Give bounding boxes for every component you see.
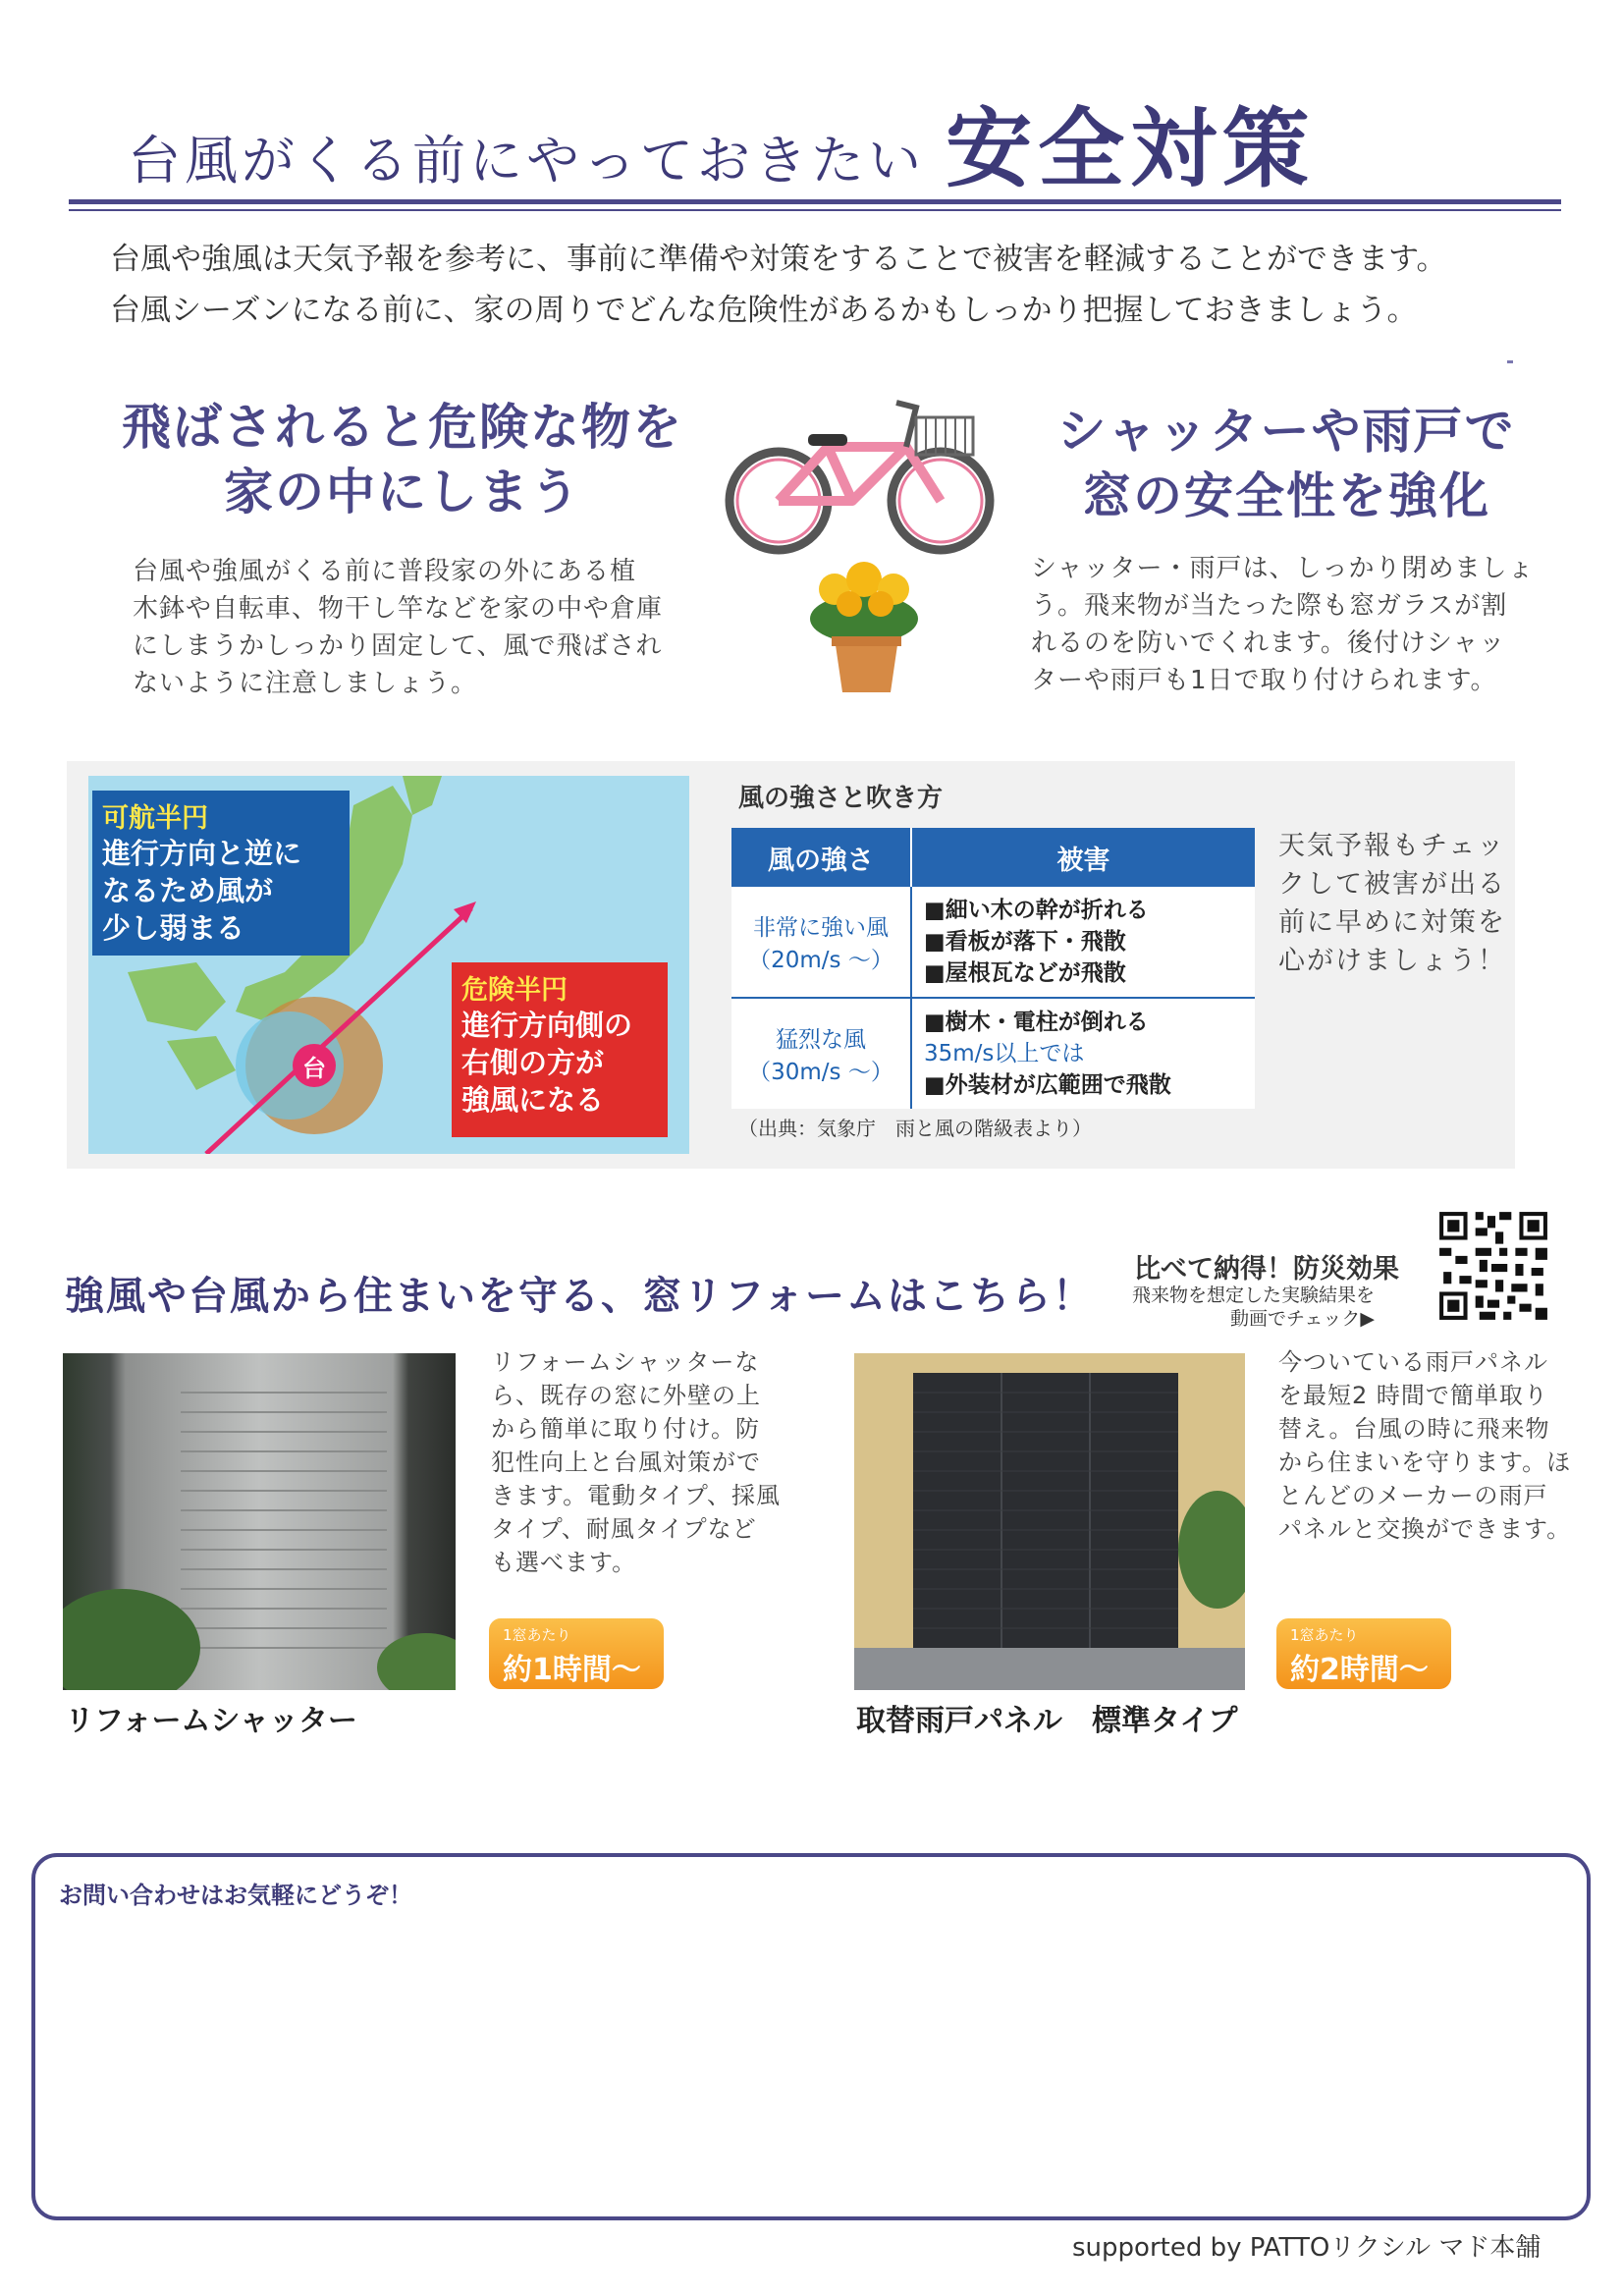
qr-sub-line: 飛来物を想定した実験結果を	[1132, 1285, 1376, 1306]
text-line: ないように注意しましょう。	[133, 669, 478, 698]
advice-line: 心がけましょう！	[1278, 946, 1506, 976]
label-heading: 危険半円	[461, 975, 568, 1006]
text-line: タイプ、耐風タイプなど	[491, 1515, 757, 1543]
text-line: 木鉢や自転車、物干し竿などを家の中や倉庫	[133, 594, 664, 624]
text-line: 今ついている雨戸パネル	[1278, 1348, 1548, 1376]
qr-code-icon[interactable]	[1435, 1208, 1551, 1324]
damage-line: ■看板が落下・飛散	[924, 929, 1126, 955]
damage-cell	[911, 887, 1255, 998]
text-line: 替え。台風の時に飛来物	[1278, 1415, 1550, 1443]
section-left-text	[133, 553, 663, 702]
footer-credit: supported by PATTOリクシル マド本舗	[1072, 2233, 1542, 2263]
title-part2: 安全対策	[946, 98, 1316, 199]
text-line: とんどのメーカーの雨戸	[1278, 1482, 1548, 1509]
strength-speed: （20m/s ～）	[748, 948, 893, 973]
text-line: リフォームシャッターな	[491, 1348, 760, 1376]
title-rule-thin	[69, 209, 1561, 211]
damage-line: ■屋根瓦などが飛散	[924, 960, 1126, 986]
typhoon-mark: 台	[302, 1055, 326, 1082]
qr-sub	[1132, 1284, 1375, 1331]
header-damage: 被害	[911, 828, 1255, 887]
label-line: 右側の方が	[461, 1046, 605, 1079]
label-line: 強風になる	[461, 1083, 605, 1117]
label-line: 少し弱まる	[102, 911, 245, 945]
intro-text	[110, 234, 1447, 336]
text-line: 犯性向上と台風対策がで	[491, 1449, 761, 1476]
decor-dot	[1507, 360, 1513, 363]
advice-line: クして被害が出る	[1278, 869, 1506, 900]
strength-name: 非常に強い風	[753, 915, 889, 941]
label-heading: 可航半円	[102, 803, 208, 834]
title-part1: 台風がくる前にやっておきたい	[128, 130, 925, 191]
rain-door-panel-photo	[854, 1353, 1245, 1690]
text-line: から住まいを守ります。ほ	[1278, 1449, 1572, 1476]
table-row	[731, 998, 1255, 1109]
page-title	[128, 81, 1315, 204]
section-right-text	[1031, 550, 1534, 699]
bicycle-illustration	[725, 393, 1000, 570]
strength-cell	[731, 998, 911, 1109]
reform-shutter-text	[491, 1345, 781, 1579]
damage-line: 35m/s以上では	[924, 1041, 1085, 1066]
strength-speed: （30m/s ～）	[748, 1060, 893, 1085]
damage-line: ■樹木・電柱が倒れる	[924, 1010, 1149, 1035]
table-row	[731, 887, 1255, 998]
strength-cell	[731, 887, 911, 998]
flower-pot-illustration	[800, 560, 933, 697]
text-line: きます。電動タイプ、採風	[491, 1482, 781, 1509]
intro-line: 台風シーズンになる前に、家の周りでどんな危険性があるかもしっかり把握しておきましょう。	[110, 293, 1418, 328]
title-rule	[69, 199, 1561, 204]
text-line: ら、既存の窓に外壁の上	[491, 1382, 761, 1409]
rain-door-photo-image	[854, 1353, 1245, 1690]
wind-table-title: 風の強さと吹き方	[738, 784, 944, 813]
text-line: う。飛来物が当たった際も窓ガラスが割	[1031, 591, 1508, 621]
badge-small: 1窓あたり	[503, 1626, 571, 1644]
contact-label: お問い合わせはお気軽にどうぞ！	[59, 1882, 412, 1909]
text-line: を最短2 時間で簡単取り	[1278, 1382, 1548, 1409]
advice-line: 前に早めに対策を	[1278, 907, 1506, 938]
rain-door-caption: 取替雨戸パネル 標準タイプ	[856, 1704, 1238, 1738]
time-badge	[489, 1618, 664, 1689]
heading-line: 飛ばされると危険な物を	[122, 399, 683, 456]
navigable-semicircle-label	[92, 791, 350, 956]
label-line: 進行方向と逆に	[102, 837, 302, 870]
time-badge	[1276, 1618, 1451, 1689]
heading-line: 家の中にしまう	[224, 464, 581, 520]
damage-line: ■細い木の幹が折れる	[924, 898, 1149, 923]
header-strength: 風の強さ	[731, 828, 911, 887]
text-line: も選べます。	[491, 1549, 637, 1576]
source-note: （出典：気象庁 雨と風の階級表より）	[738, 1117, 1092, 1140]
heading-line: 窓の安全性を強化	[1082, 467, 1490, 524]
dangerous-semicircle-label	[452, 962, 668, 1137]
heading-line: シャッターや雨戸で	[1056, 403, 1516, 460]
text-line: にしまうかしっかり固定して、風で飛ばされ	[133, 631, 663, 661]
label-line: 進行方向側の	[461, 1009, 633, 1042]
wind-table	[731, 828, 1255, 1109]
weather-advice	[1278, 827, 1506, 980]
reform-title: 強風や台風から住まいを守る、窓リフォームはこちら！	[65, 1274, 1094, 1319]
text-line: れるのを防いでくれます。後付けシャッ	[1031, 629, 1506, 658]
damage-line: ■外装材が広範囲で飛散	[924, 1072, 1171, 1098]
text-line: 台風や強風がくる前に普段家の外にある植	[133, 557, 637, 586]
shutter-photo-image	[63, 1353, 456, 1690]
text-line: シャッター・雨戸は、しっかり閉めましょ	[1031, 554, 1535, 583]
strength-name: 猛烈な風	[776, 1027, 866, 1053]
rain-door-text	[1278, 1345, 1571, 1546]
qr-sub-line: 動画でチェック▶	[1229, 1308, 1376, 1330]
label-line: なるため風が	[102, 874, 274, 907]
section-left-heading	[108, 395, 697, 524]
reform-shutter-photo	[63, 1353, 456, 1690]
reform-shutter-caption: リフォームシャッター	[65, 1704, 357, 1738]
intro-line: 台風や強風は天気予報を参考に、事前に準備や対策をすることで被害を軽減することができます。	[110, 242, 1447, 277]
badge-large: 約1時間～	[503, 1653, 641, 1687]
text-line: から簡単に取り付け。防	[491, 1415, 761, 1443]
table-header-row	[731, 828, 1255, 887]
badge-large: 約2時間～	[1290, 1653, 1429, 1687]
qr-label: 比べて納得！防災効果	[1134, 1254, 1399, 1285]
damage-cell	[911, 998, 1255, 1109]
advice-line: 天気予報もチェッ	[1278, 831, 1506, 861]
badge-small: 1窓あたり	[1290, 1626, 1359, 1644]
section-right-heading	[992, 399, 1581, 528]
text-line: パネルと交換ができます。	[1278, 1515, 1572, 1543]
text-line: ターや雨戸も1日で取り付けられます。	[1031, 666, 1497, 695]
